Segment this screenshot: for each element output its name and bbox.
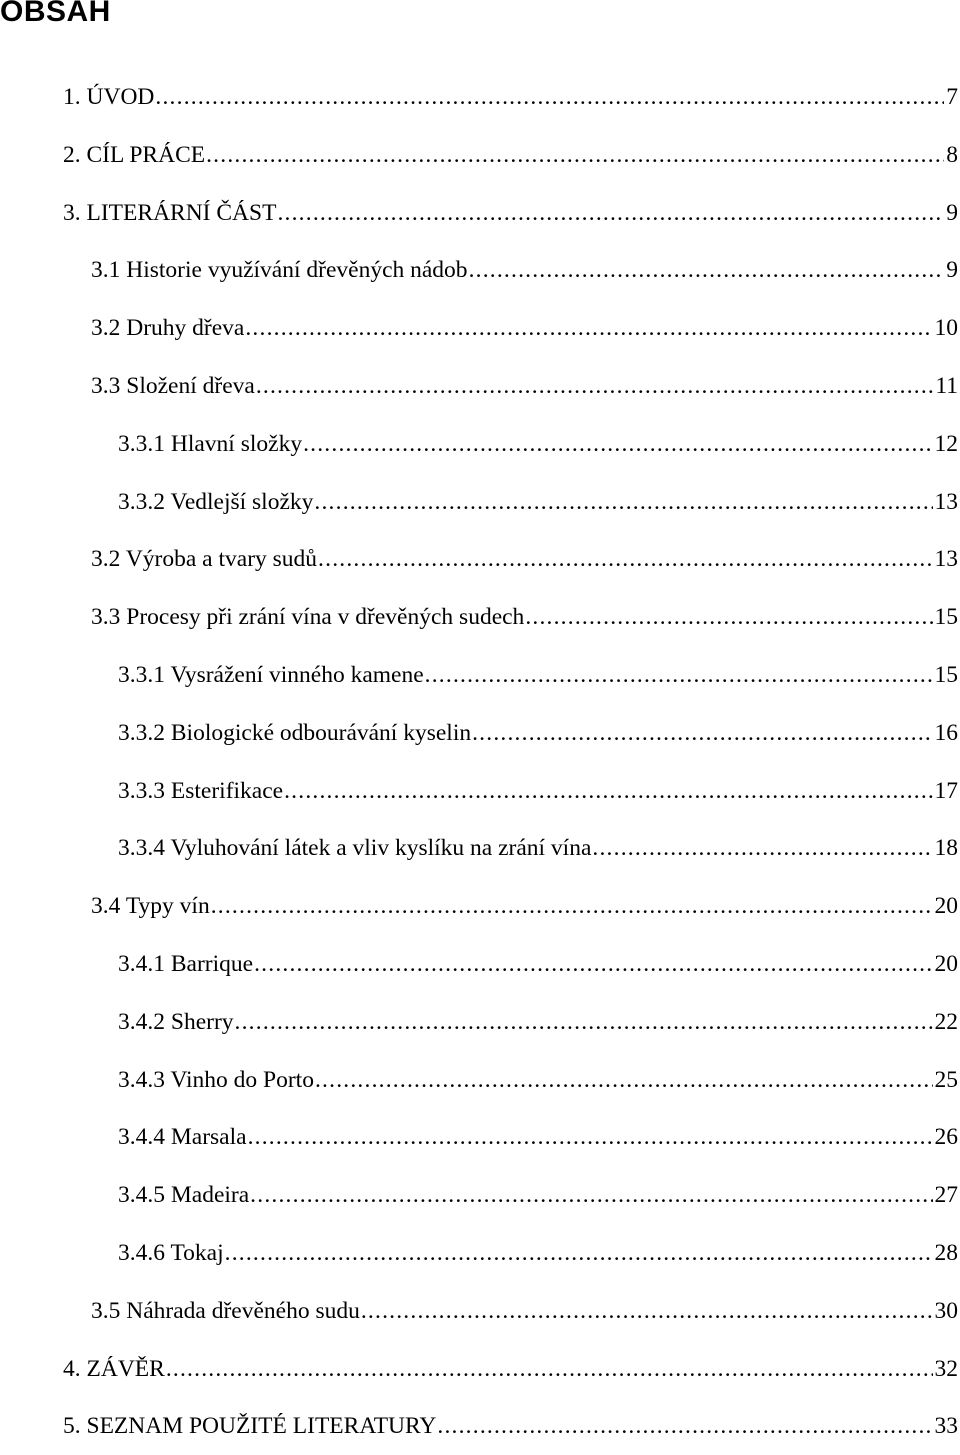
toc-entry[interactable] — [0, 473, 960, 531]
toc-entry-page: 12 — [934, 430, 958, 457]
toc-entry-label: 3.4 Typy vín — [91, 893, 210, 920]
toc-dot-leader — [211, 877, 933, 935]
toc-entry[interactable] — [0, 1224, 960, 1282]
page-title: OBSAH — [0, 0, 111, 28]
toc-entry-label: 3.3 Složení dřeva — [91, 372, 255, 399]
toc-dot-leader — [155, 68, 944, 126]
toc-entry-label: 3.2 Druhy dřeva — [91, 315, 245, 342]
toc-dot-leader — [277, 184, 944, 242]
table-of-contents — [0, 68, 960, 1455]
toc-entry-label: 3.4.1 Barrique — [118, 950, 254, 977]
toc-dot-leader — [361, 1282, 933, 1340]
toc-entry[interactable] — [0, 1108, 960, 1166]
toc-dot-leader — [592, 819, 932, 877]
toc-dot-leader — [166, 1340, 933, 1398]
toc-entry-page: 26 — [934, 1124, 958, 1151]
toc-dot-leader — [425, 646, 933, 704]
toc-entry[interactable] — [0, 877, 960, 935]
toc-dot-leader — [469, 241, 945, 299]
toc-entry[interactable] — [0, 241, 960, 299]
toc-entry-page: 30 — [934, 1297, 958, 1324]
toc-entry[interactable] — [0, 299, 960, 357]
toc-entry-label: 3.3.3 Esterifikace — [118, 777, 284, 804]
toc-dot-leader — [250, 1166, 932, 1224]
toc-entry[interactable] — [0, 184, 960, 242]
toc-entry[interactable] — [0, 646, 960, 704]
toc-entry[interactable] — [0, 415, 960, 473]
toc-entry-label: 3.3.1 Vysrážení vinného kamene — [118, 661, 424, 688]
toc-entry-page: 15 — [934, 604, 958, 631]
toc-dot-leader — [284, 762, 932, 820]
toc-entry-page: 17 — [934, 777, 958, 804]
toc-entry-label: 3. LITERÁRNÍ ČÁST — [63, 199, 277, 226]
toc-entry[interactable] — [0, 1282, 960, 1340]
toc-entry[interactable] — [0, 935, 960, 993]
toc-entry-label: 3.5 Náhrada dřevěného sudu — [91, 1297, 360, 1324]
toc-entry[interactable] — [0, 588, 960, 646]
toc-entry[interactable] — [0, 762, 960, 820]
toc-entry-page: 33 — [934, 1413, 958, 1440]
toc-entry[interactable] — [0, 357, 960, 415]
toc-dot-leader — [318, 530, 932, 588]
toc-entry-label: 3.3.2 Vedlejší složky — [118, 488, 314, 515]
toc-entry[interactable] — [0, 993, 960, 1051]
toc-entry-label: 3.4.6 Tokaj — [118, 1239, 224, 1266]
toc-entry-label: 3.4.4 Marsala — [118, 1124, 247, 1151]
toc-dot-leader — [206, 126, 944, 184]
toc-entry[interactable] — [0, 819, 960, 877]
toc-entry-page: 13 — [934, 488, 958, 515]
toc-dot-leader — [303, 415, 932, 473]
toc-entry-page: 20 — [934, 893, 958, 920]
toc-entry-label: 5. SEZNAM POUŽITÉ LITERATURY — [63, 1413, 437, 1440]
toc-entry-label: 3.3.2 Biologické odbourávání kyselin — [118, 719, 472, 746]
toc-entry[interactable] — [0, 1397, 960, 1455]
toc-entry-label: 3.3 Procesy při zrání vína v dřevěných sudech — [91, 604, 525, 631]
toc-entry-page: 32 — [934, 1355, 958, 1382]
toc-entry-page: 9 — [946, 257, 958, 284]
toc-dot-leader — [437, 1397, 932, 1455]
toc-entry-page: 18 — [934, 835, 958, 862]
toc-dot-leader — [235, 993, 933, 1051]
toc-entry-page: 25 — [934, 1066, 958, 1093]
toc-entry-label: 3.2 Výroba a tvary sudů — [91, 546, 318, 573]
toc-entry-label: 4. ZÁVĚR — [63, 1355, 165, 1382]
toc-entry[interactable] — [0, 704, 960, 762]
toc-dot-leader — [245, 299, 932, 357]
toc-entry-page: 20 — [934, 950, 958, 977]
toc-entry[interactable] — [0, 68, 960, 126]
toc-entry-page: 8 — [946, 141, 958, 168]
toc-entry-label: 3.3.4 Vyluhování látek a vliv kyslíku na zrání vína — [118, 835, 592, 862]
toc-entry-page: 16 — [934, 719, 958, 746]
toc-entry-page: 22 — [934, 1008, 958, 1035]
toc-dot-leader — [225, 1224, 933, 1282]
toc-dot-leader — [254, 935, 932, 993]
toc-entry-label: 3.4.3 Vinho do Porto — [118, 1066, 314, 1093]
toc-entry[interactable] — [0, 530, 960, 588]
toc-entry-label: 3.3.1 Hlavní složky — [118, 430, 303, 457]
toc-entry[interactable] — [0, 126, 960, 184]
toc-entry-label: 3.1 Historie využívání dřevěných nádob — [91, 257, 468, 284]
toc-entry[interactable] — [0, 1166, 960, 1224]
toc-entry-label: 2. CÍL PRÁCE — [63, 141, 206, 168]
toc-entry-page: 10 — [934, 315, 958, 342]
toc-dot-leader — [256, 357, 934, 415]
toc-entry[interactable] — [0, 1051, 960, 1109]
toc-entry-page: 28 — [934, 1239, 958, 1266]
toc-entry-page: 13 — [934, 546, 958, 573]
toc-entry-label: 3.4.2 Sherry — [118, 1008, 234, 1035]
toc-entry-page: 11 — [935, 372, 958, 399]
toc-entry-page: 15 — [934, 661, 958, 688]
toc-dot-leader — [525, 588, 932, 646]
toc-entry[interactable] — [0, 1340, 960, 1398]
toc-entry-page: 7 — [946, 84, 958, 110]
toc-dot-leader — [472, 704, 932, 762]
toc-dot-leader — [314, 473, 932, 531]
toc-entry-label: 3.4.5 Madeira — [118, 1182, 250, 1209]
toc-entry-page: 27 — [934, 1182, 958, 1209]
toc-entry-label: 1. ÚVOD — [63, 84, 155, 110]
toc-dot-leader — [248, 1108, 933, 1166]
toc-entry-page: 9 — [946, 199, 958, 226]
toc-dot-leader — [315, 1051, 933, 1109]
